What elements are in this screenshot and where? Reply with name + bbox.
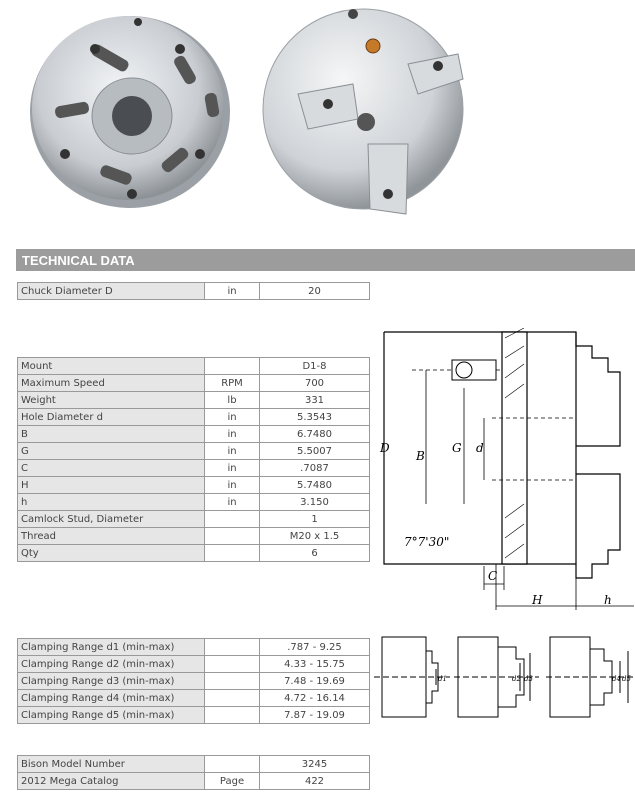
specs-table	[17, 357, 370, 562]
row-unit: in	[205, 477, 260, 494]
row-unit: lb	[205, 392, 260, 409]
row-label: C	[18, 460, 205, 477]
row-unit: in	[205, 494, 260, 511]
row-label: Chuck Diameter D	[18, 283, 205, 300]
label-d1: d1	[438, 675, 447, 683]
row-unit: RPM	[205, 375, 260, 392]
row-label: Clamping Range d1 (min-max)	[18, 639, 205, 656]
row-unit	[205, 673, 260, 690]
table-row	[18, 707, 370, 724]
row-value: 331	[260, 392, 370, 409]
table-row	[18, 773, 370, 790]
table-row	[18, 511, 370, 528]
clamp-diagram-2	[454, 633, 539, 721]
table-row	[18, 375, 370, 392]
row-label: B	[18, 426, 205, 443]
row-value: 5.5007	[260, 443, 370, 460]
clamping-table	[17, 638, 370, 724]
row-label: Bison Model Number	[18, 756, 205, 773]
row-value: .787 - 9.25	[260, 639, 370, 656]
row-unit: in	[205, 460, 260, 477]
row-unit	[205, 639, 260, 656]
row-label: H	[18, 477, 205, 494]
clamp-diagram-3	[546, 633, 634, 721]
row-unit	[205, 511, 260, 528]
row-value: 4.72 - 16.14	[260, 690, 370, 707]
row-unit: in	[205, 443, 260, 460]
label-d: d	[476, 441, 484, 455]
row-label: Hole Diameter d	[18, 409, 205, 426]
table-row	[18, 460, 370, 477]
row-label: Camlock Stud, Diameter	[18, 511, 205, 528]
label-d2: d2	[512, 675, 521, 683]
row-value: 20	[260, 283, 370, 300]
row-value: 422	[260, 773, 370, 790]
label-d3: d3	[524, 675, 533, 683]
row-value: 700	[260, 375, 370, 392]
table-row	[18, 494, 370, 511]
label-D: D	[380, 441, 390, 455]
table-row	[18, 528, 370, 545]
row-unit: in	[205, 409, 260, 426]
row-value: 6.7480	[260, 426, 370, 443]
table-row	[18, 639, 370, 656]
row-value: 3.150	[260, 494, 370, 511]
label-h: h	[604, 593, 612, 607]
row-value: 1	[260, 511, 370, 528]
label-C: C	[488, 569, 498, 583]
table-row	[18, 477, 370, 494]
row-unit	[205, 656, 260, 673]
row-unit	[205, 756, 260, 773]
label-d5: d5	[622, 675, 631, 683]
row-value: 4.33 - 15.75	[260, 656, 370, 673]
row-value: 3245	[260, 756, 370, 773]
row-value: 7.87 - 19.09	[260, 707, 370, 724]
row-label: Thread	[18, 528, 205, 545]
row-unit	[205, 358, 260, 375]
row-label: Clamping Range d5 (min-max)	[18, 707, 205, 724]
row-value: M20 x 1.5	[260, 528, 370, 545]
table-row	[18, 392, 370, 409]
table-row	[18, 426, 370, 443]
table-row	[18, 443, 370, 460]
table-row	[18, 409, 370, 426]
row-label: Clamping Range d4 (min-max)	[18, 690, 205, 707]
catalog-table	[17, 755, 370, 790]
row-unit: Page	[205, 773, 260, 790]
row-unit: in	[205, 426, 260, 443]
technical-data-header	[16, 249, 635, 271]
row-label: 2012 Mega Catalog	[18, 773, 205, 790]
row-label: Qty	[18, 545, 205, 562]
chuck-diameter-table	[17, 282, 370, 300]
clamp-diagram-1	[374, 633, 450, 721]
row-value: 5.3543	[260, 409, 370, 426]
table-row	[18, 673, 370, 690]
row-label: Clamping Range d3 (min-max)	[18, 673, 205, 690]
label-G: G	[452, 441, 462, 455]
label-d4: d4	[612, 675, 621, 683]
chuck-section-diagram	[372, 328, 634, 610]
row-label: G	[18, 443, 205, 460]
row-value: 5.7480	[260, 477, 370, 494]
table-row	[18, 690, 370, 707]
row-label: Clamping Range d2 (min-max)	[18, 656, 205, 673]
table-row	[18, 756, 370, 773]
row-unit	[205, 545, 260, 562]
row-value: .7087	[260, 460, 370, 477]
row-label: Weight	[18, 392, 205, 409]
row-value: 7.48 - 19.69	[260, 673, 370, 690]
row-label: Mount	[18, 358, 205, 375]
row-unit	[205, 528, 260, 545]
label-angle: 7°7'30"	[404, 535, 450, 549]
label-B: B	[416, 449, 425, 463]
chuck-photo-jaws	[258, 4, 473, 219]
row-unit	[205, 707, 260, 724]
row-value: D1-8	[260, 358, 370, 375]
row-label: Maximum Speed	[18, 375, 205, 392]
table-row	[18, 283, 370, 300]
row-value: 6	[260, 545, 370, 562]
table-row	[18, 656, 370, 673]
section-title: TECHNICAL DATA	[22, 253, 135, 268]
table-row	[18, 358, 370, 375]
chuck-photo-front	[20, 4, 240, 214]
row-unit: in	[205, 283, 260, 300]
row-unit	[205, 690, 260, 707]
table-row	[18, 545, 370, 562]
row-label: h	[18, 494, 205, 511]
label-H: H	[532, 593, 543, 607]
